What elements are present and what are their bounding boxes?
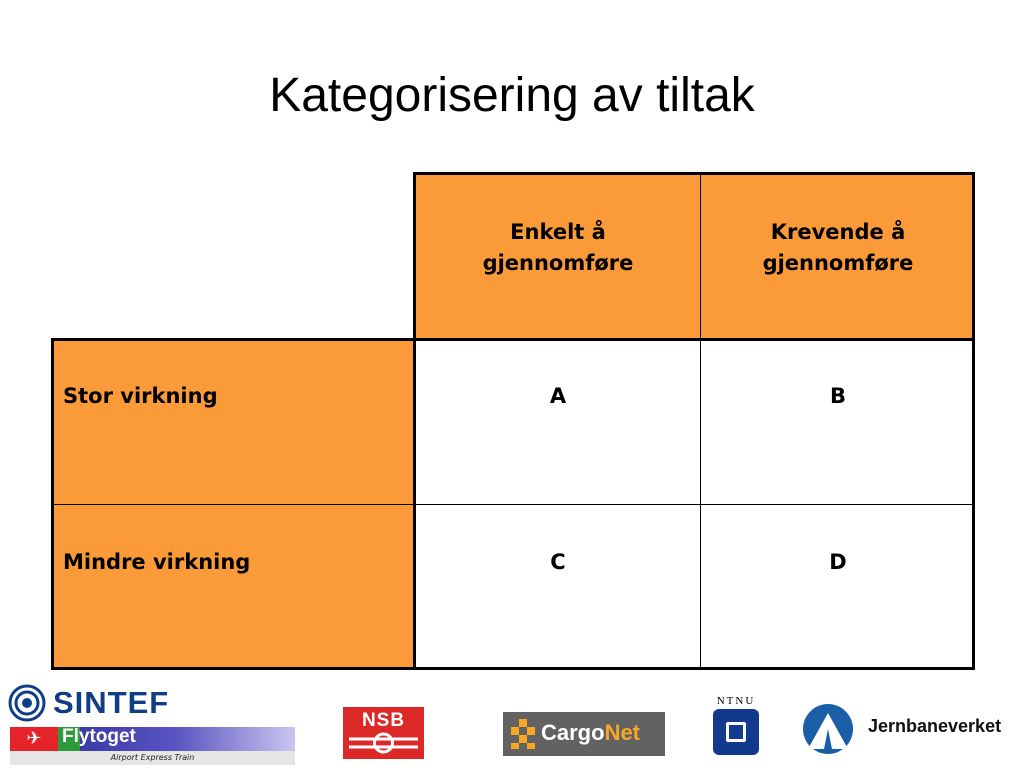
row-header-large-effect-label: Stor virkning	[63, 384, 218, 408]
border-top	[415, 172, 975, 175]
sintef-emblem-icon	[8, 684, 46, 722]
cargonet-wordmark	[541, 720, 640, 746]
cell-a	[415, 339, 701, 505]
border-right	[972, 172, 975, 670]
nsb-track-icon	[343, 707, 424, 759]
border-label-col	[413, 172, 416, 670]
cell-c-value: C	[550, 550, 566, 574]
airplane-icon: ✈	[10, 727, 58, 751]
border-header-bottom	[51, 338, 975, 341]
column-header-easy-label: Enkelt å gjennomføre	[482, 220, 634, 275]
cell-c	[415, 505, 701, 670]
row-header-small-effect	[51, 505, 415, 670]
sintef-logo	[8, 683, 183, 723]
row-header-large-effect	[51, 339, 415, 505]
flytoget-subtitle: Airport Express Train	[10, 751, 295, 765]
cargonet-logo	[503, 712, 665, 756]
border-middle-row	[51, 504, 975, 505]
slide-title: Kategorisering av tiltak	[269, 69, 755, 122]
ntnu-emblem-square	[726, 722, 746, 742]
row-header-small-effect-label: Mindre virkning	[63, 550, 251, 574]
cargonet-wordmark-net: Net	[604, 720, 641, 745]
cell-d	[701, 505, 975, 670]
column-header-easy	[415, 172, 701, 339]
cell-b	[701, 339, 975, 505]
cell-a-value: A	[549, 384, 567, 408]
column-header-demanding	[701, 172, 975, 339]
cargonet-checker-icon	[507, 717, 541, 751]
ntnu-logo	[712, 695, 760, 757]
border-bottom	[51, 667, 975, 670]
jernbaneverket-wordmark: Jernbaneverket	[868, 716, 1002, 736]
cargonet-wordmark-cargo: Cargo	[541, 720, 605, 745]
border-left	[51, 338, 54, 670]
ntnu-emblem-icon	[713, 709, 759, 755]
jernbaneverket-logo	[800, 703, 1015, 755]
border-mid-col	[700, 172, 701, 670]
nsb-wordmark: NSB	[361, 710, 406, 731]
nsb-logo	[343, 707, 424, 759]
cell-b-value: B	[829, 384, 846, 408]
partner-logos	[0, 675, 1024, 768]
flytoget-logo	[10, 727, 295, 765]
ntnu-wordmark: NTNU	[716, 695, 756, 707]
column-header-demanding-label: Krevende å gjennomføre	[762, 220, 914, 275]
flytoget-wordmark: Flytoget	[62, 726, 136, 747]
cell-d-value: D	[829, 550, 847, 574]
sintef-wordmark: SINTEF	[53, 685, 170, 720]
categorization-table	[51, 172, 975, 670]
jernbaneverket-emblem-icon	[800, 703, 856, 755]
